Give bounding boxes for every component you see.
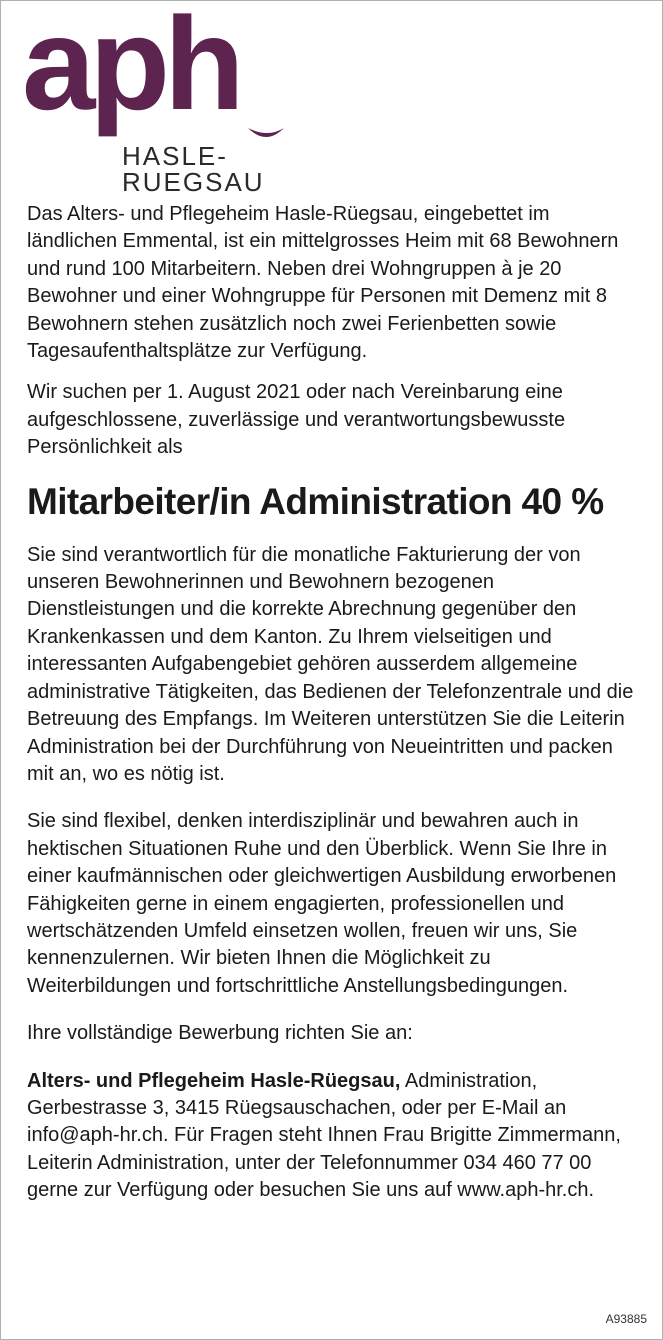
search-paragraph: Wir suchen per 1. August 2021 oder nach Vereinbarung eine aufgeschlossene, zuverlässige und verantwortungsbewusste Persönlichkeit als: [27, 381, 566, 459]
tasks-paragraph: Sie sind verantwortlich für die monatliche Fakturierung der von unseren Bewohnerinnen und Bewohnern bezogenen Dienstleistungen und die korrekte Abrechnung gegenüber den Krankenkassen und dem Kanton. Zu Ihrem vielseitigen und interessanten Aufgabengebiet gehören ausserdem allgemeine administrative Tätigkeiten, das Bedienen der Telefonzentrale und die Betreuung des Empfangs. Im Weiteren unterstützen Sie die Leiterin Administration bei der Durchführung von Neueintritten und packen mit an, wo es nötig ist.: [27, 543, 634, 785]
aph-logo: [22, 0, 362, 197]
contact-paragraph: [27, 1068, 639, 1205]
ad-content: [27, 201, 639, 1219]
apply-intro: Ihre vollständige Bewerbung richten Sie an:: [27, 1022, 413, 1045]
reference-code: A93885: [605, 1312, 647, 1326]
logo-wordmark: aph: [22, 0, 239, 137]
contact-org: Alters- und Pflegeheim Hasle-Rüegsau,: [27, 1069, 401, 1092]
profile-paragraph: Sie sind flexibel, denken interdisziplinär und bewahren auch in hektischen Situationen Ruhe und den Überblick. Wenn Sie Ihre in einer kaufmännischen oder gleichwertigen Ausbildung erworbenen Fähigkeiten gerne in einem engagierten, professionellen und wertschätzenden Umfeld einsetzen wollen, freuen wir uns, Sie kennenzulernen. Wir bieten Ihnen die Möglichkeit zu Weiterbildungen und fortschrittliche Anstellungsbedingungen.: [27, 810, 617, 997]
intro-paragraph: Das Alters- und Pflegeheim Hasle-Rüegsau, eingebettet im ländlichen Emmental, ist ein mittelgrosses Heim mit 68 Bewohnern und rund 100 Mitarbeitern. Neben drei Wohngruppen à je 20 Bewohner und einer Wohngruppe für Personen mit Demenz mit 8 Bewohnern stehen zusätzlich noch zwei Ferienbetten sowie Tagesaufenthaltsplätze zur Verfügung.: [27, 203, 619, 363]
logo-smile-icon: [246, 124, 286, 144]
job-title: Mitarbeiter/in Administration 40 %: [27, 480, 604, 522]
logo-location: HASLE-RUEGSAU: [122, 141, 265, 197]
contact-details: Administration, Gerbestrasse 3, 3415 Rüegsauschachen, oder per E-Mail an info@aph-hr.ch. Für Fragen steht Ihnen Frau Brigitte Zimmermann, Leiterin Administration, unter der Telefonnummer 034 460 77 00 gerne zur Verfügung oder besuchen Sie uns auf www.aph-hr.ch.: [27, 1069, 621, 1202]
